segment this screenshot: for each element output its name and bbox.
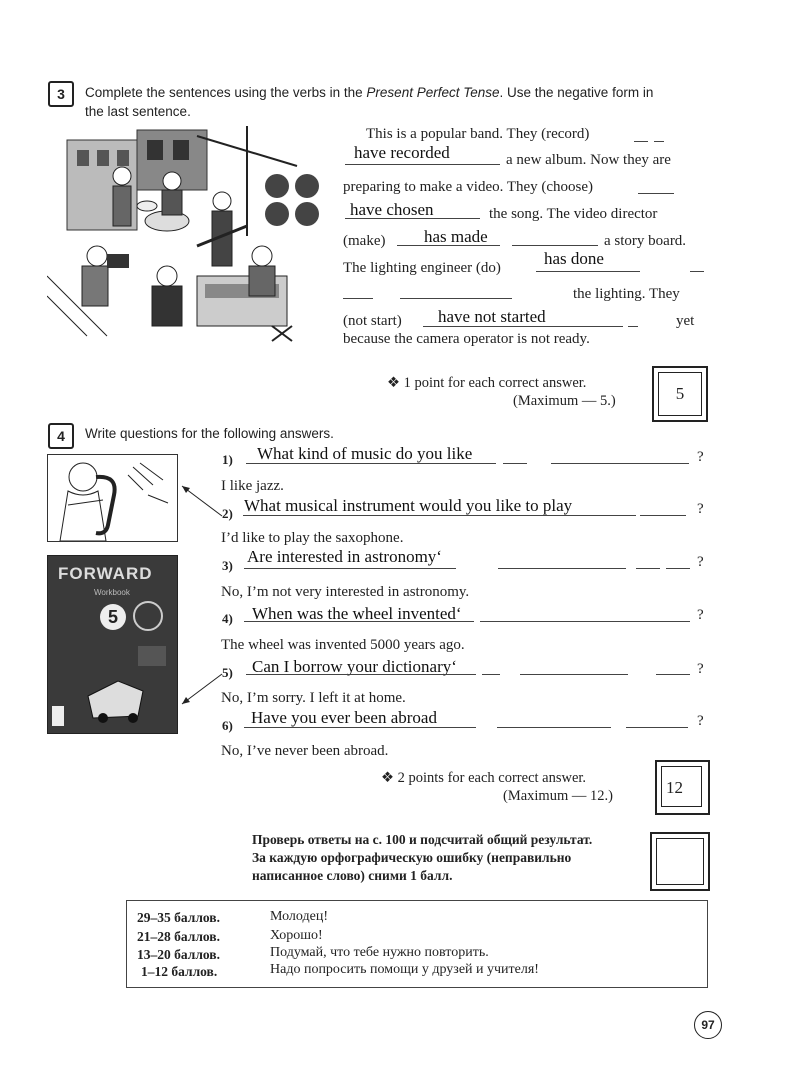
q5-answer: No, I’m sorry. I left it at home. [221, 690, 406, 706]
q6-answer: No, I’ve never been abroad. [221, 743, 389, 759]
t3-blank-3[interactable] [638, 193, 674, 194]
q3-line-d [666, 568, 690, 569]
arrow-to-book-icon [176, 670, 226, 710]
summary-line2: За каждую орфографическую ошибку (неправильно [252, 850, 572, 865]
q6-number: 6) [222, 718, 233, 733]
task3-number: 3 [48, 81, 74, 107]
q6-line-a [244, 727, 476, 728]
total-score-box [650, 832, 710, 891]
t3-line5b: a story board. [604, 233, 687, 249]
t3-answer-5[interactable]: have not started [438, 307, 546, 326]
t3-maximum: (Maximum — 5.) [513, 393, 616, 409]
t3-score-box [652, 366, 708, 422]
q4-line-a [244, 621, 474, 622]
q1-question[interactable]: What kind of music do you like [257, 444, 473, 463]
t3-line8a: (not start) [343, 313, 402, 329]
q2-qmark: ? [697, 501, 704, 517]
q5-question[interactable]: Can I borrow your dictionary‘ [252, 657, 457, 676]
t3-line4: the song. The video director [489, 206, 658, 222]
book-subtitle: Workbook [94, 588, 130, 597]
q3-line-c [636, 568, 660, 569]
t3-line6: The lighting engineer (do) [343, 260, 501, 276]
summary-line1: Проверь ответы на с. 100 и подсчитай общий результат. [252, 832, 593, 847]
t4-points: ❖ 2 points for each correct answer. [381, 770, 587, 786]
q4-line-b [480, 621, 690, 622]
arrow-to-saxophone-icon [176, 480, 224, 520]
saxophone-player-icon [48, 455, 177, 541]
page-number: 97 [701, 1018, 715, 1032]
t3-line3: preparing to make a video. They (choose) [343, 179, 594, 195]
t3-line9: because the camera operator is not ready. [343, 331, 590, 347]
t3-blank-1a[interactable] [634, 141, 648, 142]
q3-answer: No, I’m not very interested in astronomy. [221, 584, 470, 600]
book-number: 5 [107, 607, 118, 627]
q1-line-c [551, 463, 689, 464]
t3-answer-1[interactable]: have recorded [354, 143, 450, 162]
q5-number: 5) [222, 665, 233, 680]
q1-number: 1) [222, 452, 233, 467]
saxophone-illustration [47, 454, 178, 542]
t3-blank-8[interactable] [628, 326, 638, 327]
q1-line-b [503, 463, 527, 464]
band-drawing-icon [47, 126, 337, 352]
task3-instruction-b: . Use the negative form in [499, 85, 654, 100]
q3-line-a [244, 568, 456, 569]
t3-score: 5 [658, 372, 702, 416]
grade-comment-3: Подумай, что тебе нужно повторить. [270, 945, 489, 960]
q4-number: 4) [222, 611, 233, 626]
q2-question[interactable]: What musical instrument would you like to play [244, 496, 573, 515]
q5-line-b [482, 674, 500, 675]
q3-number: 3) [222, 558, 233, 573]
grade-range-2: 21–28 баллов. [137, 929, 220, 944]
q1-line-a [246, 463, 496, 464]
t3-line5a: (make) [343, 233, 386, 249]
task3-instruction [85, 83, 725, 121]
t3-line7: the lighting. They [573, 286, 680, 302]
q4-question[interactable]: When was the wheel invented‘ [252, 604, 462, 623]
grade-range-1: 29–35 баллов. [137, 910, 220, 925]
task4-number: 4 [48, 423, 74, 449]
grade-comment-4: Надо попросить помощи у друзей и учителя! [270, 962, 539, 977]
task3-instruction-a: Complete the sentences using the verbs in the [85, 85, 367, 100]
band-illustration [47, 126, 337, 352]
t3-answer-5-line [423, 326, 623, 327]
q2-line-b [640, 515, 686, 516]
grade-comment-2: Хорошо! [270, 928, 323, 943]
q6-line-b [497, 727, 611, 728]
t3-answer-3[interactable]: has made [424, 227, 488, 246]
summary-line3: написанное слово) сними 1 балл. [252, 868, 453, 883]
book-title: FORWARD [58, 564, 153, 583]
grade-comment-1: Молодец! [270, 909, 328, 924]
q5-line-a [246, 674, 476, 675]
t3-line8b: yet [676, 313, 695, 329]
q3-qmark: ? [697, 554, 704, 570]
q3-line-b [498, 568, 626, 569]
t3-answer-4-line [536, 271, 640, 272]
t3-points: ❖ 1 point for each correct answer. [387, 375, 587, 391]
t3-answer-4[interactable]: has done [544, 249, 604, 268]
t3-blank-7a[interactable] [343, 298, 373, 299]
q4-qmark: ? [697, 607, 704, 623]
task4-instruction: Write questions for the following answers. [85, 426, 334, 441]
t3-answer-2[interactable]: have chosen [350, 200, 434, 219]
q2-line-a [243, 515, 636, 516]
t3-blank-1b[interactable] [654, 141, 664, 142]
t4-maximum: (Maximum — 12.) [503, 788, 613, 804]
book-cover [47, 555, 178, 734]
q5-line-c [520, 674, 628, 675]
page-number-badge [694, 1011, 722, 1039]
q2-answer: I’d like to play the saxophone. [221, 530, 404, 546]
grade-range-3: 13–20 баллов. [137, 947, 220, 962]
q1-qmark: ? [697, 449, 704, 465]
q6-line-c [626, 727, 688, 728]
t4-score: 12 [661, 766, 702, 807]
t3-answer-2-line [345, 218, 480, 219]
q1-answer: I like jazz. [221, 478, 284, 494]
t4-score-box [655, 760, 710, 815]
book-art-icon [48, 556, 177, 733]
t3-answer-1-line [345, 164, 500, 165]
t3-answer-3-line [397, 245, 500, 246]
grade-range-4: 1–12 баллов. [141, 964, 218, 979]
q6-qmark: ? [697, 713, 704, 729]
t3-line2: a new album. Now they are [506, 152, 671, 168]
t3-line1: This is a popular band. They (record) [366, 126, 590, 142]
q3-question[interactable]: Are interested in astronomy‘ [247, 547, 442, 566]
q5-line-d [656, 674, 690, 675]
q4-answer: The wheel was invented 5000 years ago. [221, 637, 465, 653]
t3-blank-5[interactable] [512, 245, 598, 246]
q6-question[interactable]: Have you ever been abroad [251, 708, 437, 727]
q2-number: 2) [222, 506, 233, 521]
t3-blank-6[interactable] [690, 271, 704, 272]
total-score[interactable] [656, 838, 704, 885]
task3-instruction-c: the last sentence. [85, 104, 191, 119]
task3-instruction-em: Present Perfect Tense [366, 85, 500, 100]
q5-qmark: ? [697, 661, 704, 677]
t3-blank-7b[interactable] [400, 298, 512, 299]
